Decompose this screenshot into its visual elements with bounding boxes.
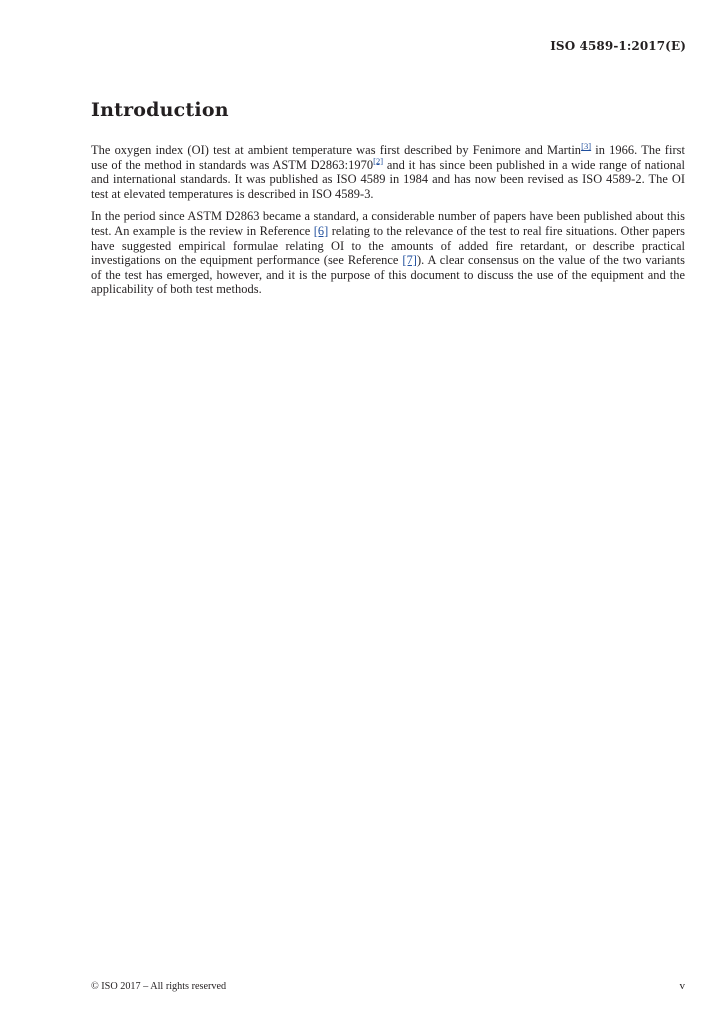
document-identifier: ISO 4589-1:2017(E) bbox=[550, 39, 686, 53]
reference-link-3[interactable]: [3] bbox=[581, 140, 592, 151]
copyright-notice: © ISO 2017 – All rights reserved bbox=[91, 981, 227, 992]
reference-link-7[interactable]: [7] bbox=[402, 253, 417, 268]
paragraph-2-text-a: In the period since ASTM D2863 became a standard, a considerable number of papers have been published about this test. An example is the review in Reference bbox=[91, 209, 685, 238]
section-title: Introduction bbox=[91, 99, 229, 121]
page-number: v bbox=[679, 980, 685, 992]
paragraph-1-text-c: and it has since been published in a wide range of national and international standards. It was published as ISO 4589 in 1984 and has now been revised as ISO 4589-2. The OI test at elevated temperatures is described in ISO 4589-3. bbox=[91, 157, 685, 201]
reference-link-2[interactable]: [2] bbox=[373, 155, 384, 166]
paragraph-1-text-b: in 1966. The first use of the method in standards was ASTM D2863:1970 bbox=[91, 143, 686, 172]
body-text bbox=[91, 140, 686, 305]
reference-link-6[interactable]: [6] bbox=[313, 223, 329, 238]
paragraph-2-text-b: relating to the relevance of the test to real fire situations. Other papers have suggested empirical formulae relating OI to the amounts of added fire retardant, or describe practical investigations on the equipment performance (see Reference bbox=[91, 223, 685, 268]
paragraph-2 bbox=[91, 209, 685, 297]
paragraph-1 bbox=[91, 140, 686, 201]
paragraph-1-text-a: The oxygen index (OI) test at ambient temperature was first described by Fenimore and Martin bbox=[91, 143, 582, 157]
paragraph-2-text-c: ). A clear consensus on the value of the two variants of the test has emerged, however, and it is the purpose of this document to discuss the use of the equipment and the applicability of both test methods. bbox=[91, 253, 685, 297]
